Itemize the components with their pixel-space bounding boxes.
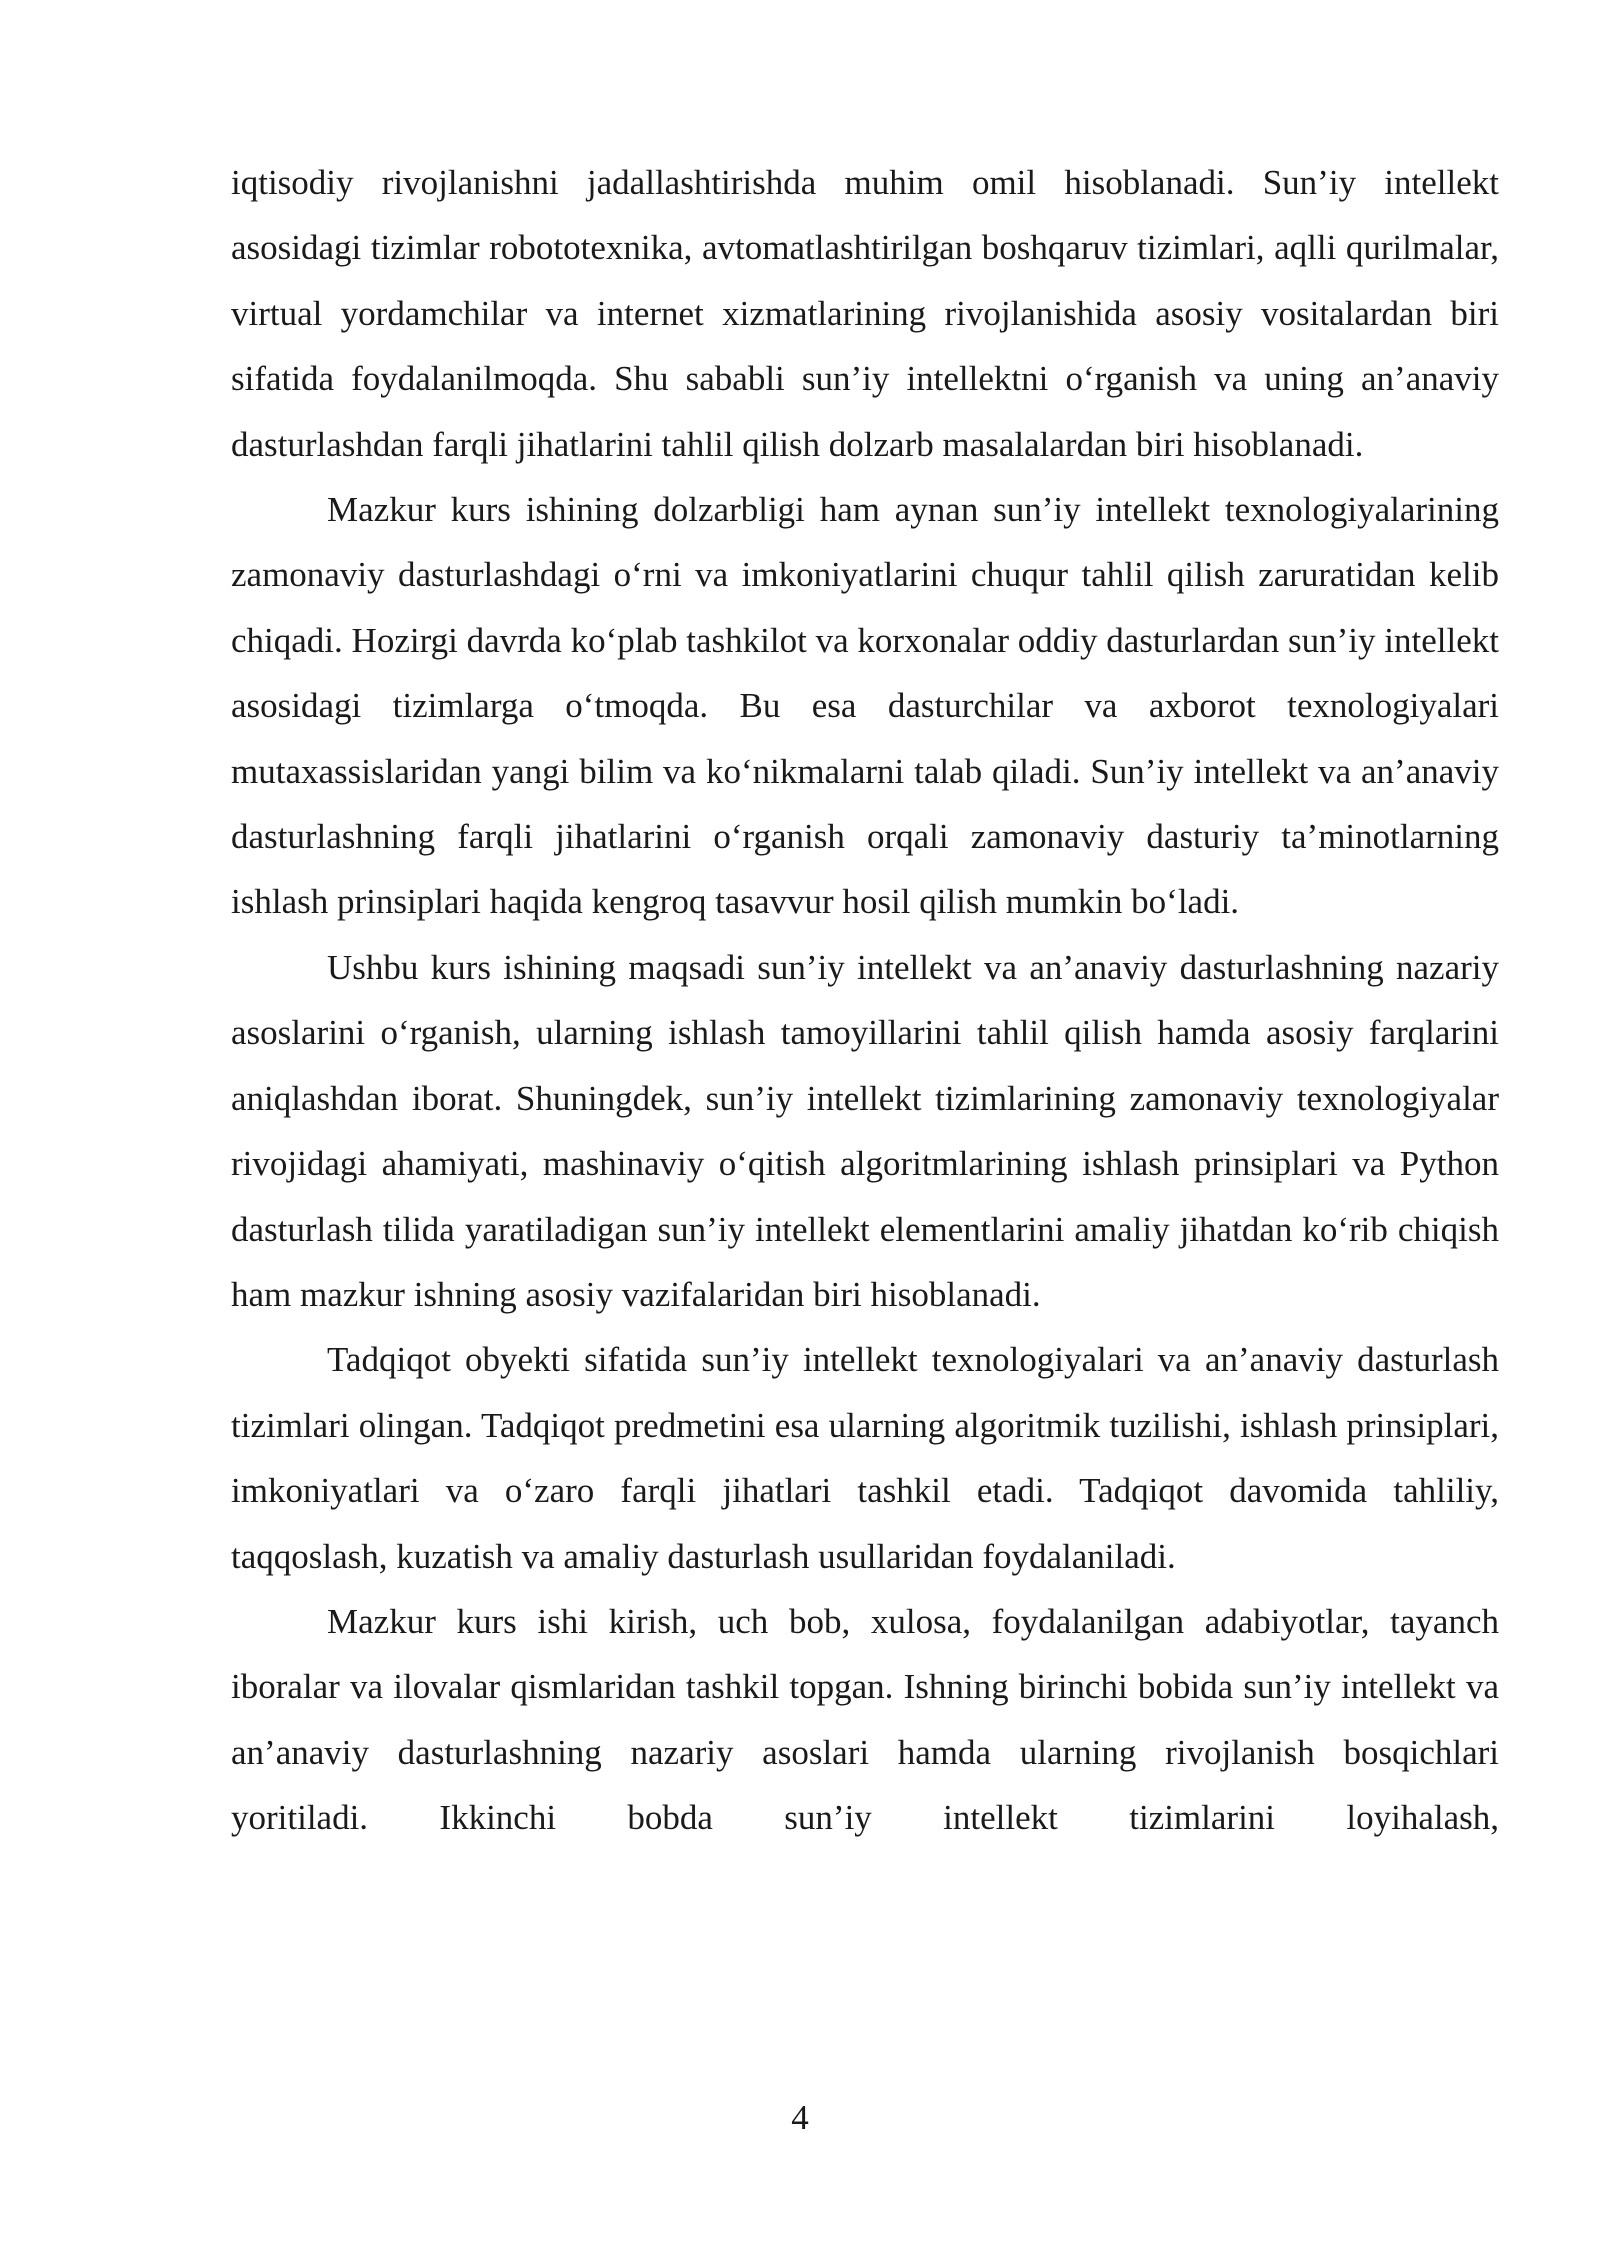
paragraph: Mazkur kurs ishining dolzarbligi ham aynan sun’iy intellekt texnologiyalarining zamonaviy dasturlashdagi o‘rni va imkoniyatlarini chuqur tahlil qilish zaruratidan kelib chiqadi. Hozirgi davrda ko‘plab tashkilot va korxonalar oddiy dasturlardan sun’iy intellekt asosidagi tizimlarga o‘tmoqda. Bu esa dasturchilar va axborot texnologiyalari mutaxassislaridan yangi bilim va ko‘nikmalarni talab qiladi. Sun’iy intellekt va an’anaviy dasturlashning farqli jihatlarini o‘rganish orqali zamonaviy dasturiy ta’minotlarning ishlash prinsiplari haqida kengroq tasavvur hosil qilish mumkin bo‘ladi. [231,490,1499,922]
page-number: 4 [791,2098,809,2137]
paragraph: iqtisodiy rivojlanishni jadallashtirishda muhim omil hisoblanadi. Sun’iy intellekt asosidagi tizimlar robototexnika, avtomatlashtirilgan boshqaruv tizimlari, aqlli qurilmalar, virtual yordamchilar va internet xizmatlarining rivojlanishida asosiy vositalardan biri sifatida foydalanilmoqda. Shu sababli sun’iy intellektni o‘rganish va uning an’anaviy dasturlashdan farqli jihatlarini tahlil qilish dolzarb masalalardan biri hisoblanadi. [231,163,1499,464]
body-text [231,150,1499,1851]
paragraph: Mazkur kurs ishi kirish, uch bob, xulosa, foydalanilgan adabiyotlar, tayanch iboralar va ilovalar qismlaridan tashkil topgan. Ishning birinchi bobida sun’iy intellekt va an’anaviy dasturlashning nazariy asoslari hamda ularning rivojlanish bosqichlari yoritiladi. Ikkinchi bobda sun’iy intellekt tizimlarini loyihalash, [231,1601,1499,1838]
paragraph: Tadqiqot obyekti sifatida sun’iy intellekt texnologiyalari va an’anaviy dasturlash tizimlari olingan. Tadqiqot predmetini esa ularning algoritmik tuzilishi, ishlash prinsiplari, imkoniyatlari va o‘zaro farqli jihatlari tashkil etadi. Tadqiqot davomida tahliliy, taqqoslash, kuzatish va amaliy dasturlash usullaridan foydalaniladi. [231,1340,1499,1576]
paragraph: Ushbu kurs ishining maqsadi sun’iy intellekt va an’anaviy dasturlashning nazariy asoslarini o‘rganish, ularning ishlash tamoyillarini tahlil qilish hamda asosiy farqlarini aniqlashdan iborat. Shuningdek, sun’iy intellekt tizimlarining zamonaviy texnologiyalar rivojidagi ahamiyati, mashinaviy o‘qitish algoritmlarining ishlash prinsiplari va Python dasturlash tilida yaratiladigan sun’iy intellekt elementlarini amaliy jihatdan ko‘rib chiqish ham mazkur ishning asosiy vazifalaridan biri hisoblanadi. [231,947,1499,1314]
